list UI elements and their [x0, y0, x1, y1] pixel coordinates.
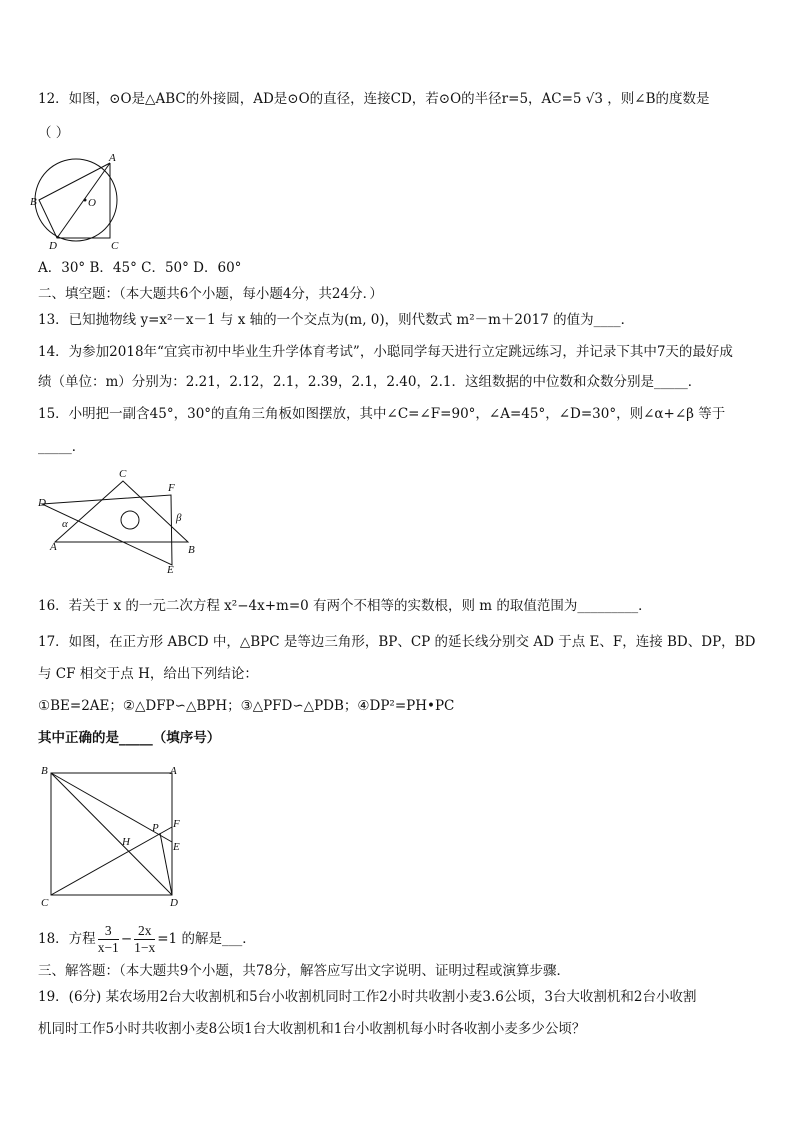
q18-numerator-1: 3 — [98, 923, 119, 940]
q15-label-beta: β — [176, 512, 182, 524]
q17-label-p: P — [152, 822, 159, 834]
q18-denominator-1: x−1 — [97, 940, 119, 955]
q12-label-a: A — [109, 152, 116, 164]
q15-text-line1: 15．小明把一副含45°，30°的直角三角板如图摆放，其中∠C=∠F=90°，∠A=45°，∠D=30°，则∠α+∠β 等于 — [38, 406, 726, 422]
q17-label-e: E — [173, 841, 180, 853]
q12-options: A．30° B．45° C．50° D．60° — [38, 260, 242, 276]
q17-label-d: D — [170, 897, 178, 909]
q14-text-line2: 绩（单位：m）分别为：2.21，2.12，2.1，2.39，2.1，2.40，2.1．这组数据的中位数和众数分别是_____． — [38, 374, 702, 390]
q17-square-figure — [38, 760, 188, 910]
q12-text-line1: 12．如图，⊙O是△ABC的外接圆，AD是⊙O的直径，连接CD，若⊙O的半径r=5，AC=5 √3 ，则∠B的度数是 — [38, 91, 710, 107]
q17-label-c: C — [41, 897, 49, 909]
q12-label-o: O — [88, 197, 96, 209]
q17-label-f: F — [173, 818, 180, 830]
q19-text-line2: 机同时工作5小时共收割小麦8公顷1台大收割机和1台小收割机每小时各收割小麦多少公顷？ — [38, 1021, 586, 1037]
section3-heading: 三、解答题：（本大题共9个小题，共78分，解答应写出文字说明、证明过程或演算步骤． — [38, 963, 571, 979]
section2-heading: 二、填空题：（本大题共6个小题，每小题4分，共24分．） — [38, 286, 383, 302]
q18-denominator-2: 1−x — [134, 940, 156, 955]
q15-label-e: E — [167, 564, 174, 576]
q15-label-alpha: α — [62, 518, 68, 530]
q17-text-line1: 17．如图，在正方形 ABCD 中，△BPC 是等边三角形，BP、CP 的延长线分别交 AD 于点 E、F，连接 BD、DP，BD — [38, 634, 756, 650]
q13-text: 13．已知抛物线 y=x²－x－1 与 x 轴的一个交点为(m, 0)，则代数式 m²－m＋2017 的值为____． — [38, 312, 635, 328]
q17-conclusions: ①BE=2AE；②△DFP∽△BPH；③△PFD∽△PDB；④DP²=PH•PC — [38, 698, 455, 714]
q12-label-d: D — [49, 240, 57, 252]
q15-text-line2: _____． — [38, 439, 86, 455]
q17-label-a: A — [170, 765, 177, 777]
q12-text-line2: （ ） — [38, 125, 70, 141]
q18-fraction-1 — [98, 923, 119, 956]
q14-text-line1: 14．为参加2018年“宜宾市初中毕业生升学体育考试”，小聪同学每天进行立定跳远练习，并记录下其中7天的最好成 — [38, 344, 733, 360]
q16-text: 16．若关于 x 的一元二次方程 x²−4x+m=0 有两个不相等的实数根，则 m 的取值范围为_________． — [38, 598, 652, 614]
q15-label-c: C — [119, 468, 127, 480]
q19-text-line1: 19．(6分) 某农场用2台大收割机和5台小收割机同时工作2小时共收割小麦3.6公顷，3台大收割机和2台小收割 — [38, 989, 697, 1005]
q18-fraction-2 — [134, 923, 155, 956]
q15-label-d: D — [38, 497, 46, 509]
q12-label-b: B — [30, 196, 37, 208]
q15-label-b: B — [188, 544, 195, 556]
q18-numerator-2: 2x — [134, 923, 155, 940]
q18-suffix: =1 的解是___． — [157, 931, 256, 947]
q18-minus: − — [120, 931, 133, 947]
q18-equation — [38, 920, 256, 958]
q15-label-f: F — [168, 482, 175, 494]
q15-label-a: A — [50, 541, 57, 553]
q17-text-line4: 其中正确的是_____（填序号） — [38, 730, 221, 746]
q18-prefix: 18．方程 — [38, 931, 96, 947]
q12-circle-figure — [30, 150, 130, 250]
q17-text-line2: 与 CF 相交于点 H，给出下列结论： — [38, 666, 258, 682]
q12-label-c: C — [111, 240, 119, 252]
q17-label-b: B — [41, 765, 48, 777]
q17-label-h: H — [122, 836, 130, 848]
q15-triangles-figure — [30, 462, 210, 582]
